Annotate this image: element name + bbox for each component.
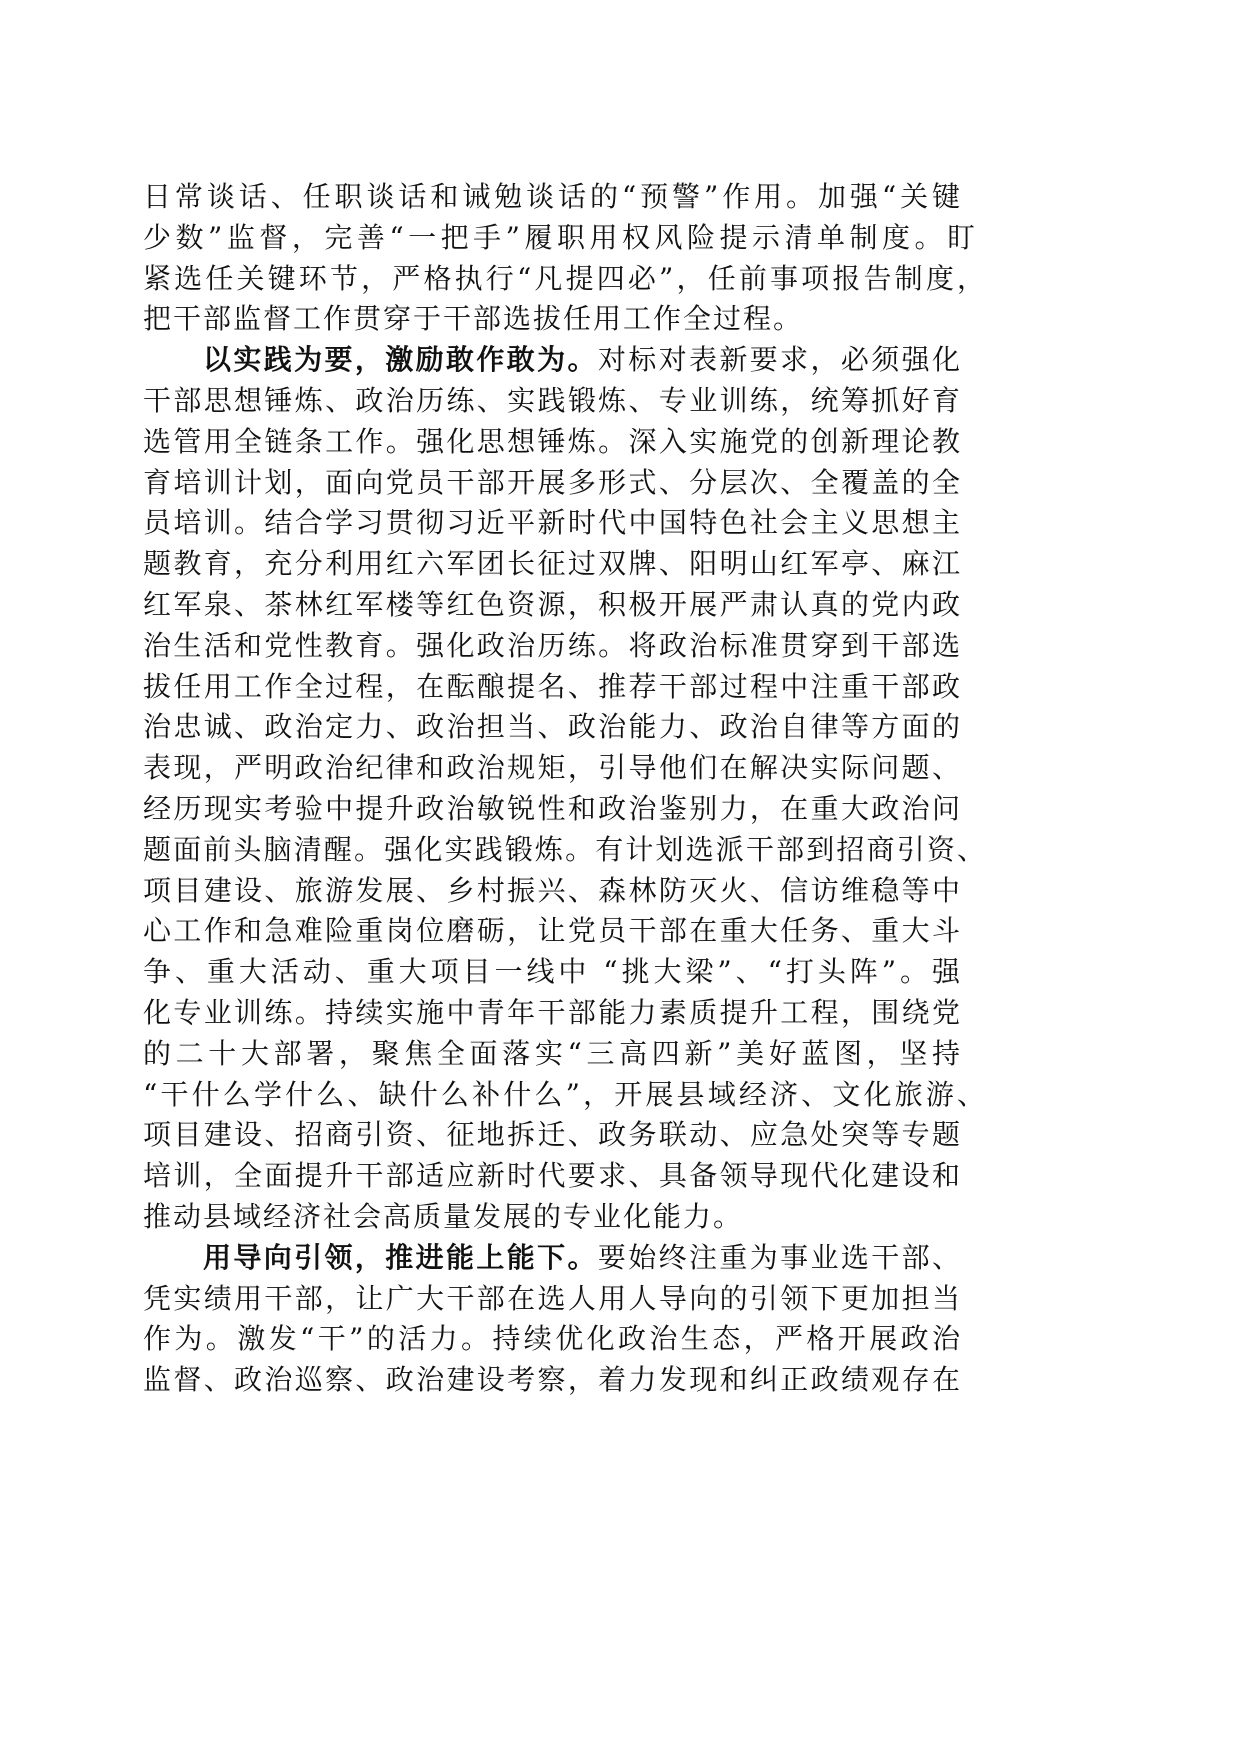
text-line: 紧选任关键环节，严格执行“凡提四必”，任前事项报告制度，: [143, 261, 985, 295]
text-line: 把干部监督工作贯穿于干部选拔任用工作全过程。: [143, 302, 804, 336]
paragraph: [143, 340, 985, 1238]
text-line: 选管用全链条工作。强化思想锤炼。深入实施党的创新理论教: [143, 424, 960, 458]
text-line: 表现，严明政治纪律和政治规矩，引导他们在解决实际问题、: [143, 751, 960, 785]
paragraph: [143, 1238, 985, 1401]
text-line: 心工作和急难险重岗位磨砺，让党员干部在重大任务、重大斗: [143, 914, 960, 948]
text-line: 项目建设、旅游发展、乡村振兴、森林防灭火、信访维稳等中: [143, 873, 960, 907]
text-line: 育培训计划，面向党员干部开展多形式、分层次、全覆盖的全: [143, 465, 960, 499]
text-line: “干什么学什么、缺什么补什么”，开展县域经济、文化旅游、: [143, 1077, 985, 1111]
text-line: 题教育，充分利用红六军团长征过双牌、阳明山红军亭、麻江: [143, 547, 960, 581]
text-run: 对标对表新要求，必须强化: [597, 343, 960, 377]
text-line: 少数”监督，完善“一把手”履职用权风险提示清单制度。盯: [143, 220, 975, 254]
text-line: 凭实绩用干部，让广大干部在选人用人导向的引领下更加担当: [143, 1281, 960, 1315]
text-line: 经历现实考验中提升政治敏锐性和政治鉴别力，在重大政治问: [143, 791, 960, 825]
text-line: [203, 1238, 960, 1279]
text-line: 拔任用工作全过程，在酝酿提名、推荐干部过程中注重干部政: [143, 669, 960, 703]
text-line: 红军泉、茶林红军楼等红色资源，积极开展严肃认真的党内政: [143, 587, 960, 621]
text-line: 培训，全面提升干部适应新时代要求、具备领导现代化建设和: [143, 1159, 960, 1193]
text-line: 项目建设、招商引资、征地拆迁、政务联动、应急处突等专题: [143, 1118, 960, 1152]
text-line: 监督、政治巡察、政治建设考察，着力发现和纠正政绩观存在: [143, 1363, 960, 1397]
text-line: 的二十大部署，聚焦全面落实“三高四新”美好蓝图，坚持: [143, 1036, 960, 1070]
text-line: 作为。激发“干”的活力。持续优化政治生态，严格开展政治: [143, 1322, 960, 1356]
text-run: 要始终注重为事业选干部、: [597, 1240, 960, 1274]
paragraph: [143, 177, 985, 340]
text-line: [203, 340, 960, 381]
text-line: 员培训。结合学习贯彻习近平新时代中国特色社会主义思想主: [143, 506, 960, 540]
text-line: 化专业训练。持续实施中青年干部能力素质提升工程，围绕党: [143, 995, 960, 1029]
text-line: 推动县域经济社会高质量发展的专业化能力。: [143, 1199, 744, 1233]
text-line: 治忠诚、政治定力、政治担当、政治能力、政治自律等方面的: [143, 710, 960, 744]
text-line: 干部思想锤炼、政治历练、实践锻炼、专业训练，统筹抓好育: [143, 383, 960, 417]
text-line: 争、重大活动、重大项目一线中 “挑大梁”、“打头阵”。强: [143, 955, 960, 989]
text-line: 治生活和党性教育。强化政治历练。将政治标准贯穿到干部选: [143, 628, 960, 662]
text-line: 日常谈话、任职谈话和诫勉谈话的“预警”作用。加强“关键: [143, 180, 960, 213]
paragraph-heading: 用导向引领，推进能上能下。: [203, 1240, 598, 1274]
text-line: 题面前头脑清醒。强化实践锻炼。有计划选派干部到招商引资、: [143, 832, 985, 866]
paragraph-heading: 以实践为要，激励敢作敢为。: [203, 343, 598, 377]
body-text: [143, 177, 985, 1401]
